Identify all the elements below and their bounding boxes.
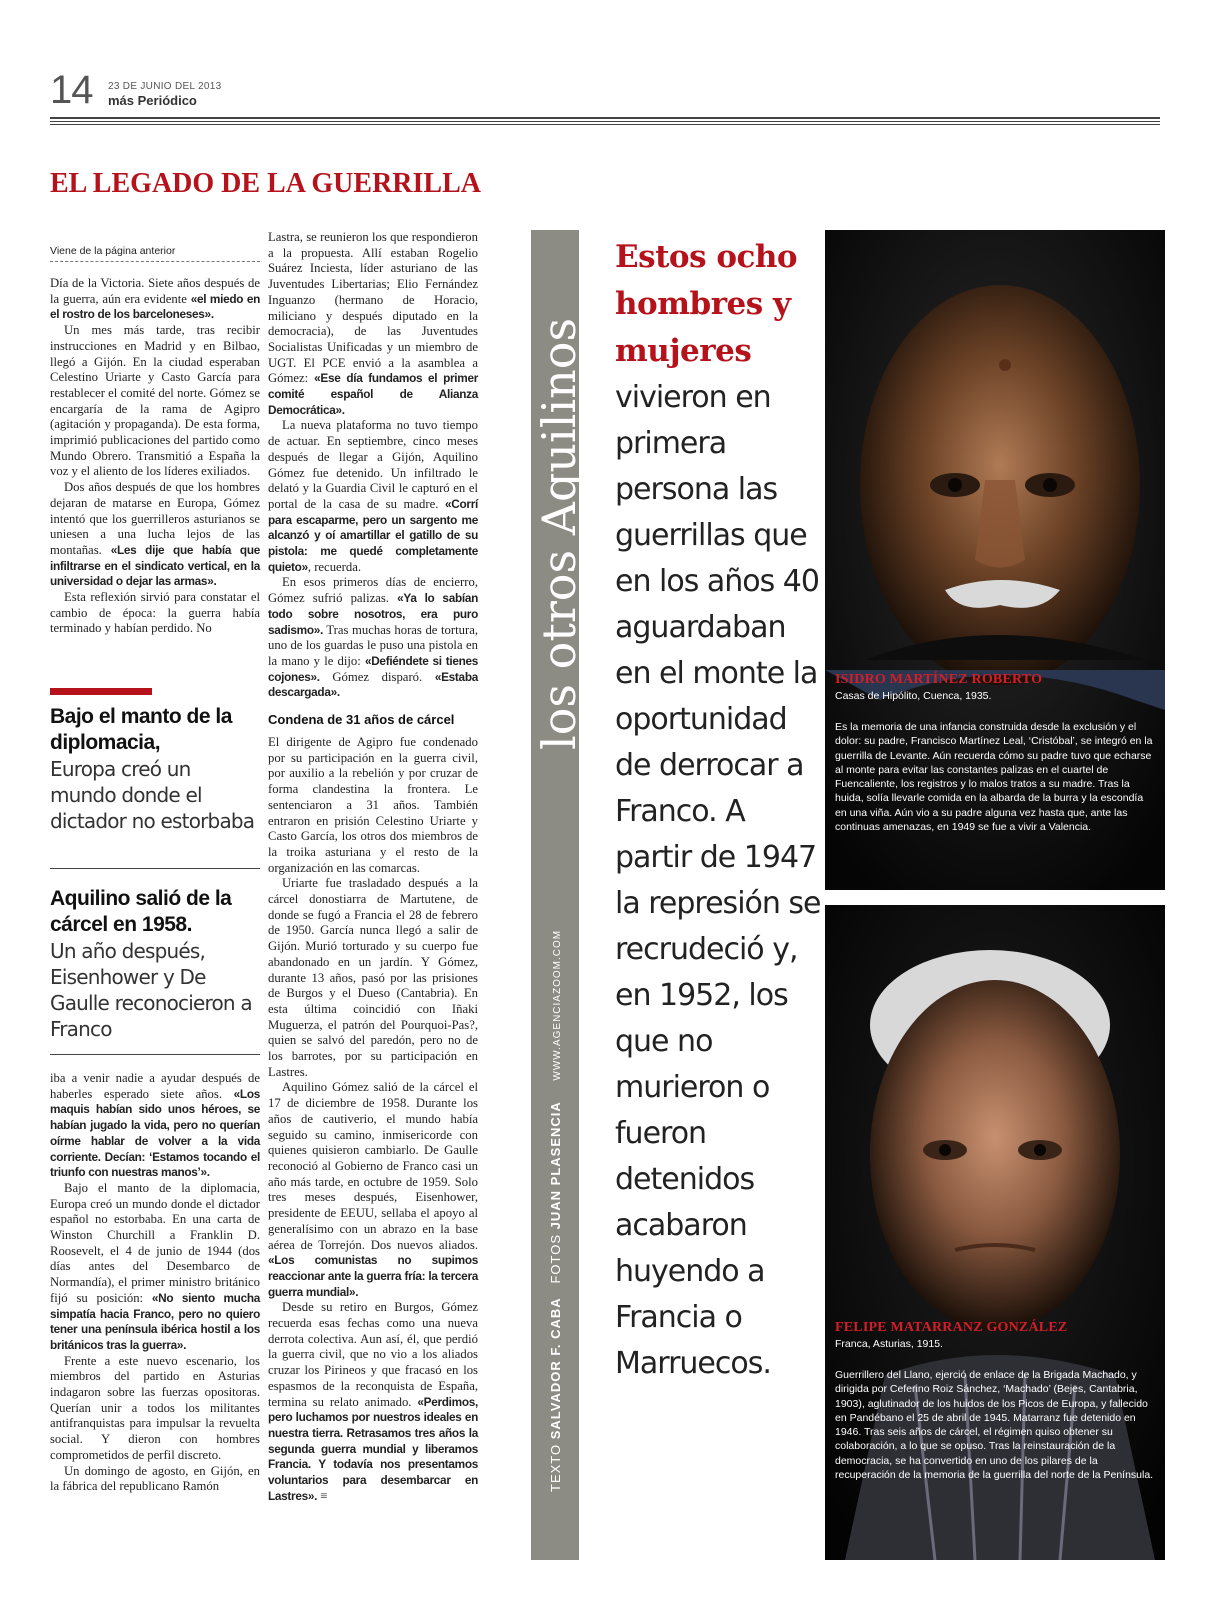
paragraph: En esos primeros días de encierro, Gómez sufrió palizas. «Ya lo sabían todo sobre nosotros, era puro sadismo». Tras muchas horas de tortura, uno de los guardas le puso una pistola en la mano y le dijo: «Defiéndete si tienes cojones». Gómez disparó. «Estaba descargada». [268,575,479,700]
photo-1-caption [835,672,1155,834]
vertical-title-band [531,230,586,1560]
band-title: los otros Aquilinos [532,317,586,750]
photo-2-text: Guerrillero del Llano, ejerció de enlace de la Brigada Machado, y dirigida por Ceferino Roiz Sánchez, ‘Machado’ (Bejes, Cantabria, 1903), aglutinador de los huidos de los Picos de Europa, y fallecido en Pandébano el 25 de abril de 1945. Matarranz fue detenido en 1946. Tras seis años de cárcel, el régimen quiso obtener su colaboración, a lo que se opuso. Tras la reinstauración de la democracia, se ha convertido en uno de los pilares de la recuperación de la memoria de la guerrilla del norte de la Península. [835,1369,1154,1482]
deck-highlight: Estos ocho hombres y mujeres [615,239,798,369]
pullquote-2-lead: Aquilino salió de la cárcel en 1958. [50,887,232,936]
photo-1-text: Es la memoria de una infancia construida desde la exclusión y el dolor: su padre, Francisco Martínez Leal, ‘Cristóbal’, se integró en la guerrilla de Levante. Aún recuerda cómo su padre tuvo que echarse al monte para evitar las constantes palizas en el cuartel de Fuencaliente, los registros y lo malos tratos a su madre. Tras la huida, solía llevarle comida en la albarda de la burra y la escondía en una viña. Aún vio a su padre alguna vez hasta que, ante las continuas amenazas, en 1949 se fue a vivir a Valencia. [835,721,1153,834]
paragraph: La nueva plataforma no tuvo tiempo de actuar. En septiembre, cinco meses después de llegar a Gijón, Aquilino Gómez fue detenido. Un infiltrado le delató y la Guardia Civil le capturó en el portal de la casa de su madre. «Corrí para escaparme, pero un sargento me alcanzó y oí amartillar el gatillo de su pistola: me quedé completamente quieto», recuerda. [268,418,478,574]
pullquote-divider [50,868,260,869]
publication-name: más Periódico [108,93,197,108]
paragraph: Un mes más tarde, tras recibir instrucciones en Madrid y en Bilbao, llegó a Gijón. En la ciudad esperaban Celestino Uriarte y Casto García para restablecer el comité del norte. Gómez se encargaría de la rama de Agipro (agitación y propaganda). De esta forma, imprimió publicaciones del partido como Mundo Obrero. Transmitió a España la voz y el aliento de los líderes exiliados. [50,323,260,479]
paragraph: Desde su retiro en Burgos, Gómez recuerda esas fechas como una nueva derrota colectiva. Aun así, él, que perdió la guerra civil, que no vio a los aliados cruzar los Pirineos y que fracasó en los espasmos de la reconquista de España, termina su relato animado. «Perdimos, pero luchamos por nuestros ideales en nuestra tierra. Retrasamos tres años la segunda guerra mundial y liberamos Francia. Y todavía nos presentamos voluntarios para desembarcar en Lastres». ≡ [268,1300,478,1503]
paragraph: Esta reflexión sirvió para constatar el cambio de época: la guerra había terminado y habían perdido. No [50,590,260,636]
paragraph: Aquilino Gómez salió de la cárcel el 17 de diciembre de 1958. Durante los años de cautiverio, el mundo había seguido su camino, inmisericorde con quienes quisieron cambiarlo. De Gaulle reconoció al Gobierno de Franco casi un año más tarde, en octubre de 1959. Solo tres meses después, Eisenhower, presidente de EEUU, sellaba el apoyo al generalísimo con un abrazo en la base aérea de Torrejón. Dos nuevos aliados. «Los comunistas no supimos reaccionar ante la guerra fría: la tercera guerra mundial». [268,1080,478,1299]
pullquote-red-bar [50,688,152,695]
pullquote-2 [50,886,260,1042]
pullquote-1-lead: Bajo el manto de la diplomacia, [50,705,232,754]
header-rule-thin [50,121,1160,122]
photo-2-caption [835,1320,1155,1482]
section-title: EL LEGADO DE LA GUERRILLA [50,168,481,199]
continued-from-label: Viene de la página anterior [50,245,176,257]
band-credits: TEXTO SALVADOR F. CABA FOTOS JUAN PLASENCIA WWW.AGENCIAZOOM.COM [548,929,563,1492]
deck-body: vivieron en primera persona las guerrillas que en los años 40 aguardaban en el monte la oportunidad de derrocar a Franco. A partir de 1947 la represión se recrudeció y, en 1952, los que no murieron o fueron detenidos acabaron huyendo a Francia o Marruecos. [615,380,821,1381]
photo-2-place: Franca, Asturias, 1915. [835,1338,943,1350]
paragraph: Bajo el manto de la diplomacia, Europa creó un mundo donde el dictador español no estorbaba. En una carta de Winston Churchill a Franklin D. Roosevelt, el 4 de junio de 1944 (dos días antes del Desembarco de Normandía), el primer ministro británico fijó su posición: «No siento mucha simpatía hacia Franco, pero no quiero tener una península ibérica hostil a los británicos tras la guerra». [50,1180,260,1352]
paragraph: Uriarte fue trasladado después a la cárcel donostiarra de Martutene, de donde se fugó a Francia el 28 de febrero de 1950. García nunca llegó a salir de Gijón. Murió torturado y su cuerpo fue abandonado en un jardín. Y Gómez, durante 13 años, pasó por las prisiones de Burgos y el Dueso (Cantabria). En esta última coincidió con Iñaki Muguerza, el patrón del Pourquoi-Pas?, quien se salvó del paredón, pero no de los barrotes, por su participación en Lastres. [268,876,478,1079]
article-column-2-bottom [268,735,478,1504]
pullquote-bottom-rule [50,1054,260,1055]
article-column-1-top [50,276,260,637]
article-column-1-bottom [50,1071,260,1495]
header-rule-thin-2 [50,124,1160,125]
pullquote-2-text: Un año después, Eisenhower y De Gaulle reconocieron a Franco [50,939,252,1041]
paragraph: Un domingo de agosto, en Gijón, en la fábrica del republicano Ramón [50,1463,260,1494]
deck-text [615,236,825,1389]
photo-2-name: FELIPE MATARRANZ GONZÁLEZ [835,1320,1068,1335]
end-mark: ≡ [320,1488,328,1503]
paragraph: El dirigente de Agipro fue condenado por su participación en la guerra civil, por auxilio a la rebelión y por cruzar de forma clandestina la frontera. Le sentenciaron a 31 años. También entraron en prisión Celestino Uriarte y Casto García, los otros dos miembros de la troika asturiana y el resto de la organización en las comarcas. [268,735,478,875]
pullquote-1 [50,704,260,834]
dotted-rule [50,261,260,262]
paragraph: Día de la Victoria. Siete años después de la guerra, aún era evidente «el miedo en el rostro de los barceloneses». [50,276,260,322]
subhead: Condena de 31 años de cárcel [268,712,455,727]
header-rule [50,117,1160,119]
pullquote-1-text: Europa creó un mundo donde el dictador no estorbaba [50,757,255,833]
header-date: 23 DE JUNIO DEL 2013 [108,81,222,92]
paragraph: iba a venir nadie a ayudar después de haberles esperado siete años. «Los maquis habían sido unos héroes, se habían jugado la vida, pero no querían oírme hablar de volver a la vida corriente. Decían: ‘Estamos tocando el triunfo con nuestras manos’». [50,1071,260,1180]
paragraph: Dos años después de que los hombres dejaran de matarse en Europa, Gómez intentó que los guerrilleros asturianos se uniesen a una lucha lejos de las montañas. «Les dije que había que infiltrarse en el sindicato vertical, en la universidad o dejar las armas». [50,480,260,589]
photo-1-place: Casas de Hipólito, Cuenca, 1935. [835,690,992,702]
paragraph: Lastra, se reunieron los que respondieron a la propuesta. Allí estaban Rogelio Suárez Inciesta, líder asturiano de las Juventudes Libertarias; Elio Fernández Inguanzo (hermano de Horacio, miliciano y después diputado en la democracia), de las Juventudes Socialistas Unificadas y un miembro de UGT. El PCE envió a la asamblea a Gómez: «Ese día fundamos el primer comité español de Alianza Democrática». [268,230,478,417]
paragraph: Frente a este nuevo escenario, los miembros del partido en Asturias indagaron sobre las fuerzas opositoras. Querían unir a todos los militantes antifranquistas para impulsar la revuelta social. Y dieron con hombres comprometidos de perfil discreto. [50,1353,260,1462]
page-number: 14 [50,68,93,112]
article-column-2-top [268,230,478,701]
photo-1-name: ISIDRO MARTÍNEZ ROBERTO [835,672,1043,687]
